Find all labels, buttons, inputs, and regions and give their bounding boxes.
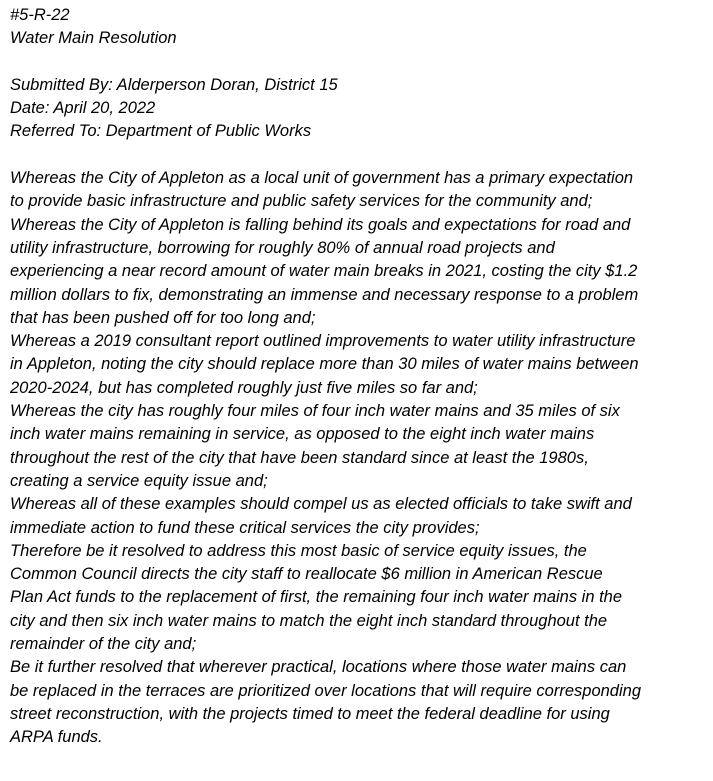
submitted-by: Submitted By: Alderperson Doran, District 15	[10, 75, 338, 94]
resolution-body	[10, 167, 710, 749]
date: Date: April 20, 2022	[10, 99, 156, 118]
resolution-document	[10, 4, 710, 750]
body-line: experiencing a near record amount of water main breaks in 2021, costing the city $1.2	[10, 262, 638, 281]
spacer	[10, 144, 710, 167]
spacer	[10, 51, 710, 74]
body-line: Be it further resolved that wherever practical, locations where those water mains can	[10, 658, 627, 677]
body-line: immediate action to fund these critical services the city provides;	[10, 518, 480, 537]
body-line: Plan Act funds to the replacement of first, the remaining four inch water mains in the	[10, 588, 623, 607]
body-line: remainder of the city and;	[10, 635, 197, 654]
body-line: that has been pushed off for too long and;	[10, 308, 316, 327]
body-line: utility infrastructure, borrowing for roughly 80% of annual road projects and	[10, 238, 555, 257]
resolution-number: #5-R-22	[10, 6, 70, 24]
body-line: 2020-2024, but has completed roughly just five miles so far and;	[10, 378, 478, 397]
body-line: Whereas the City of Appleton as a local unit of government has a primary expectation	[10, 169, 634, 188]
resolution-title: Water Main Resolution	[10, 29, 177, 48]
body-line: Therefore be it resolved to address this most basic of service equity issues, the	[10, 541, 587, 560]
body-line: in Appleton, noting the city should replace more than 30 miles of water mains between	[10, 355, 639, 374]
body-line: inch water mains remaining in service, as opposed to the eight inch water mains	[10, 425, 595, 444]
body-line: street reconstruction, with the projects timed to meet the federal deadline for using	[10, 704, 610, 723]
body-line: creating a service equity issue and;	[10, 471, 268, 490]
body-line: Common Council directs the city staff to reallocate $6 million in American Rescue	[10, 565, 603, 584]
body-line: Whereas all of these examples should compel us as elected officials to take swift and	[10, 495, 632, 514]
referred-to: Referred To: Department of Public Works	[10, 122, 312, 141]
body-line: be replaced in the terraces are prioritized over locations that will require corresponding	[10, 681, 641, 700]
body-line: Whereas the City of Appleton is falling behind its goals and expectations for road and	[10, 215, 631, 234]
body-line: ARPA funds.	[10, 728, 103, 747]
body-line: throughout the rest of the city that have been standard since at least the 1980s,	[10, 448, 589, 467]
body-line: million dollars to fix, demonstrating an immense and necessary response to a problem	[10, 285, 639, 304]
body-line: Whereas a 2019 consultant report outlined improvements to water utility infrastructure	[10, 332, 636, 351]
body-line: Whereas the city has roughly four miles of four inch water mains and 35 miles of six	[10, 402, 620, 421]
body-line: to provide basic infrastructure and public safety services for the community and;	[10, 192, 593, 211]
body-line: city and then six inch water mains to match the eight inch standard throughout the	[10, 611, 608, 630]
